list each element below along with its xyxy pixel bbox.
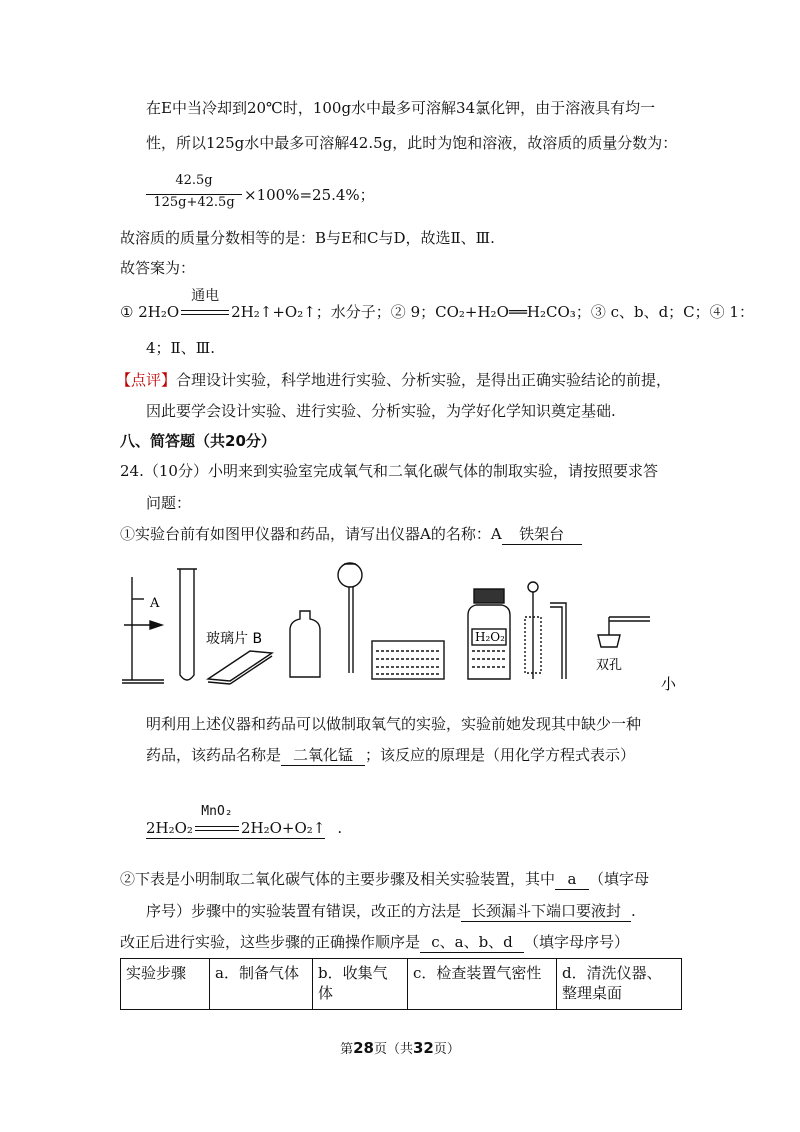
q24-stem-line1: 24.（10分）小明来到实验室完成氧气和二氧化碳气体的制取实验，请按照要求答 xyxy=(120,462,658,480)
q24-part2-line1 xyxy=(120,869,649,890)
q24-para2-line1: 明利用上述仪器和药品可以做制取氧气的实验，实验前她发现其中缺少一种 xyxy=(146,715,642,733)
electrolysis-arrow xyxy=(179,288,231,322)
answer-blank-order: c、a、b、d xyxy=(420,932,524,953)
answer-blank-a: 铁架台 xyxy=(502,524,582,545)
funnel-icon xyxy=(338,563,362,673)
fraction-expression xyxy=(146,173,386,217)
para2-text-a: 药品，该药品名称是 xyxy=(146,746,282,764)
para2-text-b: ；该反应的原理是（用化学方程式表示） xyxy=(365,746,636,764)
test-tube-icon xyxy=(177,569,197,680)
fraction-numerator: 42.5g xyxy=(175,173,213,188)
fig-trailing-text: 小 xyxy=(661,675,677,693)
glass-slide-icon xyxy=(208,651,272,684)
fraction-denominator: 125g+42.5g xyxy=(153,195,235,210)
catalyst-arrow xyxy=(193,804,241,838)
part2-text-d: . xyxy=(631,902,636,920)
fraction-result: ×100%=25.4%； xyxy=(244,186,375,204)
water-trough-icon xyxy=(372,641,444,679)
footer-page-number: 28 xyxy=(353,1039,374,1057)
footer-prefix: 第 xyxy=(340,1042,354,1057)
steps-table xyxy=(120,958,682,1010)
footer-suffix: 页） xyxy=(433,1042,460,1057)
part2-text-e: 改正后进行实验，这些步骤的正确操作顺序是 xyxy=(120,933,421,951)
answer-blank-reagent: 二氧化锰 xyxy=(281,745,365,766)
q24-part2-line2 xyxy=(146,901,636,922)
equation-blank xyxy=(146,804,326,839)
table-cell-d: d．清洗仪器、整理桌面 xyxy=(557,959,682,1010)
part2-text-f: （填字母序号） xyxy=(524,933,630,951)
glass-tube-icon xyxy=(550,603,566,679)
answer-line2: 4；Ⅱ、Ⅲ. xyxy=(146,339,215,357)
section-title: 八、简答题（共20分） xyxy=(120,432,276,450)
page-footer xyxy=(0,1038,800,1057)
fig-label-shuangkong: 双孔 xyxy=(596,658,623,673)
part2-text-c: 序号）步骤中的实验装置有错误，改正的方法是 xyxy=(146,902,462,920)
footer-mid: 页（共 xyxy=(373,1042,413,1057)
solution-answer-intro: 故答案为： xyxy=(120,259,196,277)
part2-text-b: （填字母 xyxy=(589,870,650,888)
apparatus-figure xyxy=(120,555,680,695)
equation-left: 2H₂O₂ xyxy=(146,819,193,837)
answer-rest: 2H₂↑+O₂↑；水分子；② 9；CO₂+H₂O══H₂CO₃；③ c、b、d；C；④ 1： xyxy=(231,303,754,321)
comment-tag: 【点评】 xyxy=(116,371,177,389)
answer-blank-fix: 长颈漏斗下端口要液封 xyxy=(461,901,631,922)
table-row xyxy=(121,959,682,1010)
comment-line1 xyxy=(116,370,671,390)
solution-para1-line1: 在E中当冷却到20℃时，100g水中最多可溶解34氯化钾，由于溶液具有均一 xyxy=(146,99,656,117)
q24-part1 xyxy=(120,524,582,545)
solution-conclusion: 故溶质的质量分数相等的是：B与E和C与D，故选Ⅱ、Ⅲ. xyxy=(120,229,495,247)
answer-line1 xyxy=(120,288,754,322)
fig-label-a: A xyxy=(150,596,160,611)
q24-part2-line3 xyxy=(120,932,629,953)
table-cell-c: c．检查装置气密性 xyxy=(408,959,557,1010)
table-cell-b: b．收集气体 xyxy=(313,959,408,1010)
fig-label-b: 玻璃片 B xyxy=(206,631,263,647)
electrolysis-condition: 通电 xyxy=(191,288,220,304)
q24-stem-line2: 问题： xyxy=(146,494,192,512)
catalyst-condition: MnO₂ xyxy=(201,804,233,819)
equation-right: 2H₂O+O₂↑ xyxy=(240,819,326,837)
table-head-cell: 实验步骤 xyxy=(121,959,210,1010)
comment-text: 合理设计实验，科学地进行实验、分析实验，是得出正确实验结论的前提， xyxy=(176,371,672,389)
answer-prefix: ① 2H₂O xyxy=(120,303,180,321)
gas-bottle-icon xyxy=(290,611,320,677)
solution-para1-line2: 性，所以125g水中最多可溶解42.5g，此时为饱和溶液，故溶质的质量分数为： xyxy=(146,134,678,152)
q24-para2-line2 xyxy=(146,745,635,766)
part2-text-a: ②下表是小明制取二氧化碳气体的主要步骤及相关实验装置，其中 xyxy=(120,870,556,888)
equation-line xyxy=(146,804,343,839)
q24-part1-text: ①实验台前有如图甲仪器和药品，请写出仪器A的名称：A xyxy=(120,525,502,543)
equation-end: . xyxy=(337,819,343,837)
comment-line2: 因此要学会设计实验、进行实验、分析实验，为学好化学知识奠定基础. xyxy=(146,402,616,420)
answer-blank-step: a xyxy=(555,869,589,890)
table-cell-a: a．制备气体 xyxy=(210,959,313,1010)
tube-brush-icon xyxy=(525,582,541,679)
fig-label-h2o2: H₂O₂ xyxy=(475,630,505,644)
footer-total-pages: 32 xyxy=(413,1039,434,1057)
two-hole-stopper-icon xyxy=(598,617,650,647)
iron-stand-icon xyxy=(122,577,164,683)
